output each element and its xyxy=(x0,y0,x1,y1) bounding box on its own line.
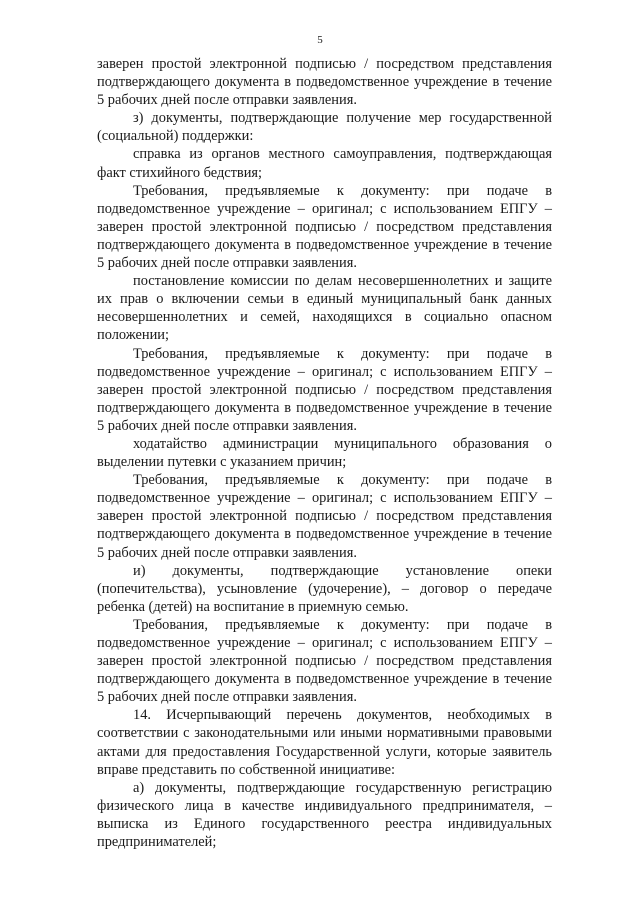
paragraph: Требования, предъявляемые к документу: при подаче в подведомственное учреждение – оригинал; с использованием ЕПГУ – заверен простой электронной подписью / посредством представления подтверждающего документа в подведомственное учреждение в течение 5 рабочих дней после отправки заявления. xyxy=(97,345,552,434)
paragraph: заверен простой электронной подписью / посредством представления подтверждающего документа в подведомственное учреждение в течение 5 рабочих дней после отправки заявления. xyxy=(97,56,552,109)
paragraph: ходатайство администрации муниципального образования о выделении путевки с указанием причин; xyxy=(97,435,552,471)
paragraph: з) документы, подтверждающие получение мер государственной (социальной) поддержки: xyxy=(97,110,552,145)
paragraph: 14. Исчерпывающий перечень документов, необходимых в соответствии с законодательными или иными нормативными правовыми актами для предоставления Государственной услуги, которые заявитель вправе представить по собственной инициативе: xyxy=(97,707,552,778)
paragraph: справка из органов местного самоуправления, подтверждающая факт стихийного бедствия; xyxy=(97,146,552,181)
paragraph: Требования, предъявляемые к документу: при подаче в подведомственное учреждение – оригинал; с использованием ЕПГУ – заверен простой электронной подписью / посредством представления подтверждающего документа в подведомственное учреждение в течение 5 рабочих дней после отправки заявления. xyxy=(97,182,552,272)
paragraph: Требования, предъявляемые к документу: при подаче в подведомственное учреждение – оригинал; с использованием ЕПГУ – заверен простой электронной подписью / посредством представления подтверждающего документа в подведомственное учреждение в течение 5 рабочих дней после отправки заявления. xyxy=(97,472,552,561)
paragraph: постановление комиссии по делам несовершеннолетних и защите их прав о включении семьи в единый муниципальный банк данных несовершеннолетних и семей, находящихся в социально опасном положении; xyxy=(97,273,552,344)
paragraph: а) документы, подтверждающие государственную регистрацию физического лица в качестве индивидуального предпринимателя, – выписка из Единого государственного реестра индивидуальных предпринимателей; xyxy=(97,779,552,851)
paragraph: и) документы, подтверждающие установление опеки (попечительства), усыновление (удочерение), – договор о передаче ребенка (детей) на воспитание в приемную семью. xyxy=(97,562,552,615)
document-body xyxy=(97,55,552,851)
paragraph: Требования, предъявляемые к документу: при подаче в подведомственное учреждение – оригинал; с использованием ЕПГУ – заверен простой электронной подписью / посредством представления подтверждающего документа в подведомственное учреждение в течение 5 рабочих дней после отправки заявления. xyxy=(97,616,552,706)
page-number: 5 xyxy=(317,34,323,46)
